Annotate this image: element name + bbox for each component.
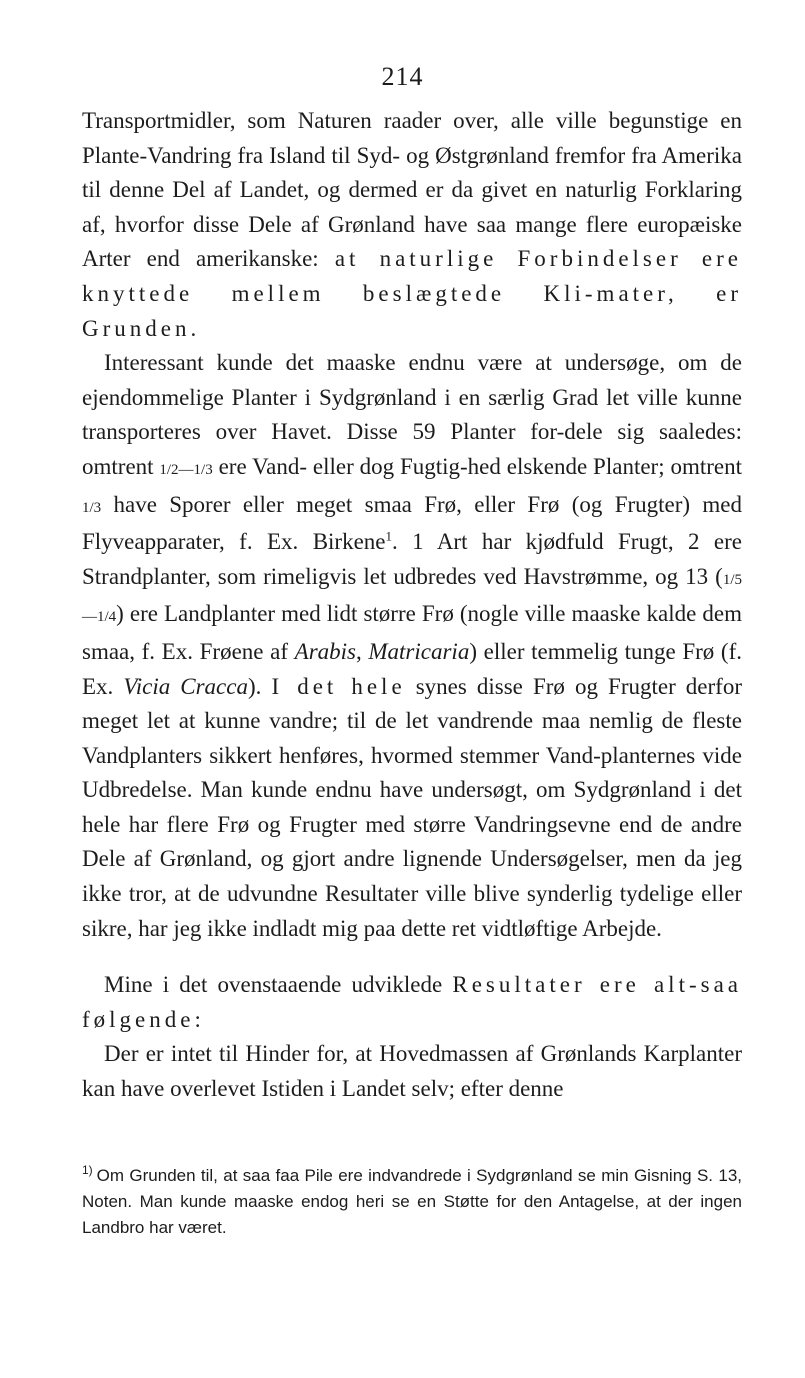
paragraph-1 [82,104,742,346]
page-number: 214 [381,62,424,91]
footnote-reference: 1 [385,528,393,544]
paragraph-4-text: Der er intet til Hinder for, at Hovedmassen af Grønlands Karplanter kan have overlevet Istiden i Landet selv; efter denne [82,1041,742,1102]
footnote-text: Om Grunden til, at saa faa Pile ere indvandrede i Sydgrønland se min Gisning S. 13, Noten. Man kunde maaske endog heri se en Støtte for den Antagelse, at der ingen Landbro har været. [82,1166,742,1237]
fraction-fifth-quarter: 1/5—1/4 [82,571,742,626]
paragraph-3-text: Mine i det ovenstaaende udviklede [104,972,453,998]
footnote-mark: 1) [82,1163,93,1178]
paragraph-1-emphasis: at naturlige Forbindelser ere knyttede mellem beslægtede Kli-mater, er Grunden. [82,246,742,341]
main-text [82,104,742,1107]
taxon-matricaria: Matricaria [368,638,470,664]
paragraph-2-text-d: . 1 Art har kjødfuld Frugt, 2 ere Strandplanter, som rimeligvis let udbredes ved Havstrømme, og 13 ( [82,529,742,589]
paragraph-2-text-a: Interessant kunde det maaske endnu være at undersøge, om de ejendommelige Planter i Sydgrønland i en særlig Grad let ville kunne transporteres over Havet. Disse 59 Planter for-dele sig saaledes: omtrent [82,350,742,479]
paragraph-2 [82,346,742,946]
paragraph-4 [82,1037,742,1106]
paragraph-1-text: Transportmidler, som Naturen raader over, alle ville begunstige en Plante-Vandring fra Island til Syd- og Østgrønland fremfor fra Amerika til denne Del af Landet, og dermed er da givet en naturlig Forklaring af, hvorfor disse Dele af Grønland have saa mange flere europæiske Arter end amerikanske: [82,108,742,272]
paragraph-2-text-i: synes disse Frø og Frugter derfor meget let at kunne vandre; til de let vandrende maa nemlig de fleste Vandplanters sikkert henføres, hvormed stemmer Vand-planternes vide Udbredelse. Man kunde endnu have undersøgt, om Sydgrønland i det hele har flere Frø og Frugter med større Vandringsevne end de andre Dele af Grønland, og gjort andre lignende Undersøgelser, men da jeg ikke tror, at de udvundne Resultater ville blive synderlig tydelige eller sikre, har jeg ikke indladt mig paa dette ret vidtløftige Arbejde. [82,673,742,941]
paragraph-2-emphasis: I det hele [271,673,406,699]
paragraph-2-text-f: , [355,638,369,664]
paragraph-3 [82,968,742,1037]
paragraph-2-text-e: ) ere Landplanter med lidt større Frø (nogle ville maaske kalde dem smaa, f. Ex. Frøene af [82,601,742,664]
paragraph-3-emphasis: Resultater ere alt-saa følgende: [82,972,742,1032]
paragraph-2-text-h: ). [247,673,272,699]
fraction-half-third: 1/2—1/3 [159,461,213,478]
paragraph-2-text-c: have Sporer eller meget smaa Frø, eller Frø (og Frugter) med Flyveapparater, f. Ex. Birkene [82,491,742,555]
fraction-third: 1/3 [82,499,102,516]
taxon-vicia-cracca: Vicia Cracca [123,673,248,699]
paragraph-2-text-g: ) eller temmelig tunge Frø (f. Ex. [82,638,743,699]
paragraph-2-text-b: ere Vand- eller dog Fugtig-hed elskende Planter; omtrent [212,453,742,479]
footnote [82,1163,742,1241]
taxon-arabis: Arabis [294,638,356,664]
